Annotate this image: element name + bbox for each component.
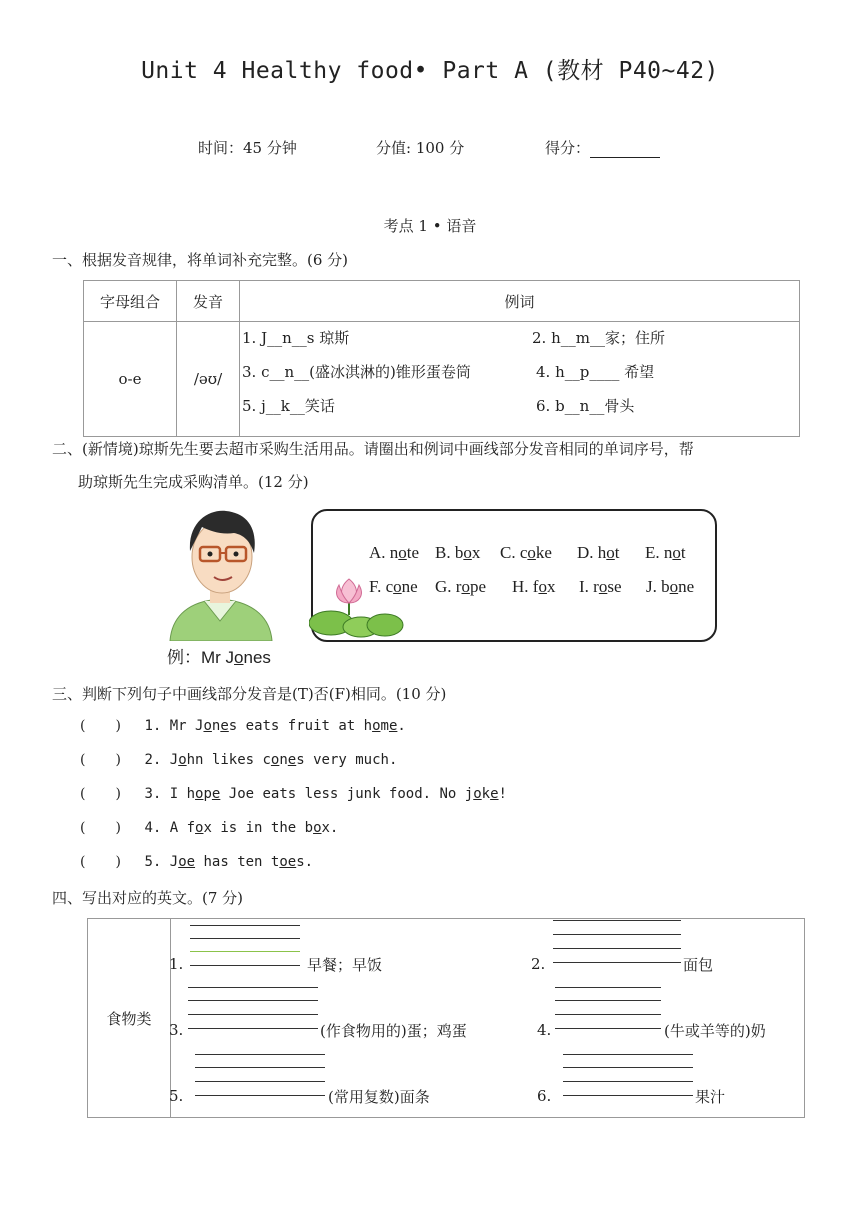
section1-heading: 一、根据发音规律，将单词补充完整。(6 分) [52,251,349,269]
phonetic-cell: /əʊ/ [177,322,240,437]
vocab-meaning-6: 果汁 [695,1088,726,1106]
vocab-meaning-1: 早餐；早饭 [307,956,383,974]
tf-item-1[interactable]: ( ) 1. Mr Jones eats fruit at home. [80,718,406,734]
example-item-1[interactable]: 1. J__n__s 琼斯 [242,329,350,347]
tf-item-4[interactable]: ( ) 4. A fox is in the box. [80,820,339,836]
vocab-meaning-3: (作食物用的)蛋；鸡蛋 [320,1022,467,1040]
letters-cell: o-e [84,322,177,437]
vocab-meaning-4: (牛或羊等的)奶 [664,1022,766,1040]
option-i[interactable]: I. rose [579,577,622,596]
vocab-meaning-5: (常用复数)面条 [328,1088,430,1106]
tf-item-2[interactable]: ( ) 2. John likes cones very much. [80,752,398,768]
vocab-num-5: 5. [169,1087,184,1105]
example-item-2[interactable]: 2. h__m__家；住所 [532,329,665,347]
example-item-5[interactable]: 5. j__k__笑话 [242,397,335,415]
option-f[interactable]: F. cone [369,577,418,596]
category-cell: 食物类 [88,919,171,1118]
tf-item-5[interactable]: ( ) 5. Joe has ten toes. [80,854,314,870]
topic-heading: 考点 1 • 语音 [383,217,477,235]
example-item-3[interactable]: 3. c__n__(盛冰淇淋的)锥形蛋卷筒 [242,363,471,381]
example-word: 例：Mr Jones [167,648,271,667]
vocab-num-2: 2. [531,955,546,973]
page-title: Unit 4 Healthy food• Part A (教材 P40~42) [141,58,719,84]
tf-item-3[interactable]: ( ) 3. I hope Joe eats less junk food. No joke! [80,786,507,802]
option-b[interactable]: B. box [435,543,481,562]
section2-heading-line2: 助琼斯先生完成采购清单。(12 分) [78,473,309,491]
option-j[interactable]: J. bone [646,577,695,596]
vocab-num-6: 6. [537,1087,552,1105]
col-header-examples: 例词 [240,281,800,322]
option-d[interactable]: D. hot [577,543,620,562]
option-g[interactable]: G. rope [435,577,486,596]
col-header-letters: 字母组合 [84,281,177,322]
examples-cell [240,322,800,437]
score-blank[interactable] [590,143,660,158]
score-field[interactable] [545,137,660,158]
col-header-sound: 发音 [177,281,240,322]
example-item-6[interactable]: 6. b__n__骨头 [536,397,635,415]
vocab-num-4: 4. [537,1021,552,1039]
vocab-num-1: 1. [169,955,184,973]
option-a[interactable]: A. note [369,543,420,562]
section3-heading: 三、判断下列句子中画线部分发音是(T)否(F)相同。(10 分) [52,685,447,703]
section2-heading-line1: 二、(新情境)琼斯先生要去超市采购生活用品。请圈出和例词中画线部分发音相同的单词序号，帮 [52,440,694,458]
vocab-meaning-2: 面包 [683,956,714,974]
time-label: 时间：45 分钟 [198,139,297,157]
score-label: 得分： [545,139,591,157]
boy-illustration [160,505,280,641]
phonics-table [83,280,800,437]
option-h[interactable]: H. fox [512,577,556,596]
score-total-label: 分值: 100 分 [376,139,465,157]
vocab-num-3: 3. [169,1021,184,1039]
option-e[interactable]: E. not [645,543,686,562]
example-item-4[interactable]: 4. h__p____ 希望 [536,363,655,381]
options-card [311,509,717,642]
section4-heading: 四、写出对应的英文。(7 分) [52,889,244,907]
option-c[interactable]: C. coke [500,543,552,562]
